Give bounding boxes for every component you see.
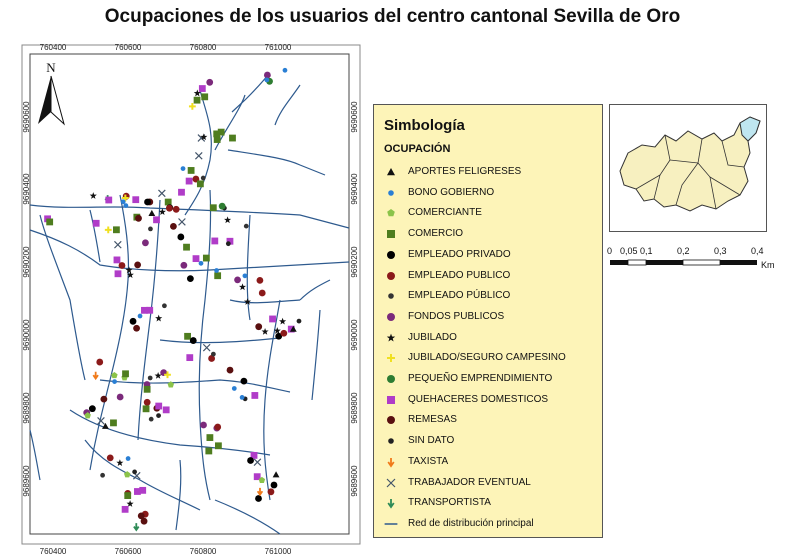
map-point-marker [205, 448, 212, 455]
x-tick-bottom: 761000 [264, 547, 292, 556]
y-tick-left: 9689800 [22, 392, 31, 424]
legend-subtitle: OCUPACIÓN [384, 143, 451, 155]
map-point-marker [112, 379, 117, 384]
legend-item [382, 184, 602, 202]
map-point-marker [148, 227, 153, 232]
map-point-marker [214, 272, 221, 279]
scale-label: 0,1 [640, 246, 653, 256]
map-point-marker [162, 303, 167, 308]
legend-item [382, 391, 602, 409]
map-point-marker [234, 276, 241, 283]
legend-symbol-icon [382, 184, 400, 202]
y-tick-right: 9689600 [350, 465, 359, 497]
legend-symbol-icon [382, 515, 400, 533]
map-point-marker [186, 178, 193, 185]
map-point-marker [213, 130, 220, 137]
map-point-marker [214, 268, 219, 273]
legend-symbol-icon [382, 225, 400, 243]
map-point-marker [244, 224, 249, 229]
scale-label: 0 [607, 246, 613, 256]
map-point-marker [227, 367, 234, 374]
map-point-marker [105, 197, 112, 204]
x-tick-bottom: 760800 [189, 547, 217, 556]
map-point-marker [138, 314, 143, 319]
legend-symbol-icon [382, 453, 400, 471]
x-tick-top: 760800 [189, 43, 217, 52]
y-tick-right: 9690600 [350, 101, 359, 133]
map-point-marker [180, 262, 187, 269]
map-point-marker [96, 359, 103, 366]
scale-bar [607, 246, 782, 278]
legend-symbol-icon [382, 474, 400, 492]
map-point-marker [219, 203, 226, 210]
legend-label: EMPLEADO PUBLICO [408, 269, 511, 281]
legend-title: Simbología [384, 117, 465, 134]
map-point-marker [268, 488, 275, 495]
y-tick-left: 9690000 [22, 319, 31, 351]
map-point-marker [210, 204, 217, 211]
map-point-marker [280, 330, 287, 337]
legend-label: COMERCIANTE [408, 207, 482, 219]
legend-item [382, 515, 602, 533]
x-tick-top: 760400 [39, 43, 67, 52]
map-point-marker [199, 85, 206, 92]
legend-symbol-icon [382, 329, 400, 347]
legend-label: APORTES FELIGRESES [408, 166, 522, 177]
map-point-marker [130, 318, 137, 325]
map-point-marker [211, 352, 216, 357]
map-point-marker [114, 257, 121, 264]
map-point-marker [203, 255, 210, 262]
map-title: Ocupaciones de los usuarios del centro cantonal Sevilla de Oro [104, 6, 681, 27]
legend-label: Red de distribución principal [408, 517, 534, 529]
map-point-marker [206, 79, 213, 86]
legend-label: TAXISTA [408, 455, 449, 467]
legend-item [382, 225, 602, 243]
map-point-marker [215, 442, 222, 449]
map-point-marker [283, 68, 288, 73]
map-point-marker [297, 319, 302, 324]
map-point-marker [93, 220, 100, 227]
locator-inset-map [609, 104, 767, 232]
map-point-marker [181, 166, 186, 171]
map-point-marker [122, 370, 129, 377]
legend-symbol-icon [382, 411, 400, 429]
scale-label: 0,05 [620, 246, 638, 256]
legend-symbol-icon [382, 370, 400, 388]
map-point-marker [211, 238, 218, 245]
map-point-marker [243, 273, 248, 278]
legend-label: EMPLEADO PÚBLICO [408, 290, 511, 302]
map-point-marker [124, 492, 131, 499]
legend-label: TRABAJADOR EVENTUAL [408, 476, 531, 488]
legend-item [382, 267, 602, 285]
map-point-marker [149, 417, 154, 422]
map-point-marker [110, 419, 117, 426]
map-point-marker [155, 403, 162, 410]
scale-label: 0,4 [751, 246, 764, 256]
y-tick-left: 9690400 [22, 173, 31, 205]
map-point-marker [156, 413, 161, 418]
map-point-marker [139, 487, 146, 494]
map-point-marker [226, 241, 231, 246]
legend-label: BONO GOBIERNO [408, 186, 495, 198]
map-point-marker [232, 386, 237, 391]
map-point-marker [188, 167, 195, 174]
legend-item [382, 370, 602, 388]
y-tick-right: 9690000 [350, 319, 359, 351]
inset-map-figure [610, 105, 766, 231]
map-point-marker [113, 226, 120, 233]
map-point-marker [251, 392, 258, 399]
map-point-marker [241, 378, 248, 385]
scale-label: 0,3 [714, 246, 727, 256]
y-tick-right: 9690400 [350, 173, 359, 205]
map-point-marker [194, 97, 201, 104]
map-point-marker [178, 189, 185, 196]
map-point-marker [214, 424, 221, 431]
map-point-marker [143, 405, 150, 412]
map-point-marker [264, 78, 269, 83]
map-point-marker [193, 255, 200, 262]
map-point-marker [133, 325, 140, 332]
map-point-marker [206, 434, 213, 441]
legend-item [382, 349, 602, 367]
map-point-marker [107, 454, 114, 461]
map-point-marker [122, 506, 129, 513]
map-point-marker [121, 199, 126, 204]
map-point-marker [170, 223, 177, 230]
map-point-marker [89, 405, 96, 412]
map-point-marker [201, 93, 208, 100]
legend-item [382, 163, 602, 181]
map-point-marker [259, 290, 266, 297]
legend-label: JUBILADO [408, 331, 457, 343]
legend-label: EMPLEADO PRIVADO [408, 248, 511, 260]
map-point-marker [184, 333, 191, 340]
map-point-marker [134, 261, 141, 268]
map-point-marker [201, 176, 206, 181]
legend-label: TRANSPORTISTA [408, 497, 491, 509]
legend-label: COMERCIO [408, 228, 463, 240]
legend-symbol-icon [382, 349, 400, 367]
legend-symbol-icon [382, 163, 400, 181]
map-point-marker [132, 196, 139, 203]
legend-label: QUEHACERES DOMESTICOS [408, 393, 549, 405]
legend-symbol-icon [382, 494, 400, 512]
legend-item [382, 411, 602, 429]
map-point-marker [144, 399, 151, 406]
legend-item [382, 308, 602, 326]
legend-label: JUBILADO/SEGURO CAMPESINO [408, 352, 566, 364]
map-point-marker [146, 307, 153, 314]
map-point-marker [177, 234, 184, 241]
map-point-marker [100, 396, 107, 403]
y-tick-left: 9690600 [22, 101, 31, 133]
legend-label: FONDOS PUBLICOS [408, 310, 505, 322]
legend-label: SIN DATO [408, 435, 455, 447]
legend-item [382, 494, 602, 512]
legend-item [382, 204, 602, 222]
legend-label: REMESAS [408, 414, 457, 426]
y-tick-left: 9690200 [22, 246, 31, 278]
legend-item [382, 329, 602, 347]
map-point-marker [148, 376, 153, 381]
legend-symbol-icon [382, 391, 400, 409]
map-point-marker [173, 206, 180, 213]
legend-item [382, 432, 602, 450]
map-point-marker [138, 513, 145, 520]
map-point-marker [144, 199, 151, 206]
map-point-marker [271, 482, 278, 489]
legend-item [382, 287, 602, 305]
map-point-marker [255, 495, 262, 502]
x-tick-bottom: 760400 [39, 547, 67, 556]
legend-symbol-icon [382, 246, 400, 264]
legend-symbol-icon [382, 204, 400, 222]
map-point-marker [119, 262, 126, 269]
map-point-marker [46, 219, 53, 226]
map-data-frame [30, 54, 349, 534]
map-point-marker [166, 205, 173, 212]
scale-label: 0,2 [677, 246, 690, 256]
map-point-marker [163, 406, 170, 413]
map-point-marker [115, 270, 122, 277]
legend-symbol-icon [382, 308, 400, 326]
x-tick-bottom: 760600 [114, 547, 142, 556]
map-point-marker [197, 180, 204, 187]
map-point-marker [190, 337, 197, 344]
legend-item [382, 453, 602, 471]
map-point-marker [100, 473, 105, 478]
legend-symbol-icon [382, 267, 400, 285]
map-point-marker [144, 386, 151, 393]
map-point-marker [186, 354, 193, 361]
map-point-marker [247, 457, 254, 464]
map-point-marker [269, 316, 276, 323]
legend-panel [373, 104, 603, 538]
map-point-marker [229, 135, 236, 142]
legend-item [382, 246, 602, 264]
map-point-marker [183, 244, 190, 251]
x-tick-top: 761000 [264, 43, 292, 52]
legend-symbol-icon [382, 287, 400, 305]
map-point-marker [187, 275, 194, 282]
map-point-marker [264, 72, 271, 79]
y-tick-left: 9689600 [22, 465, 31, 497]
map-point-marker [142, 239, 149, 246]
x-tick-top: 760600 [114, 43, 142, 52]
map-point-marker [240, 395, 245, 400]
inset-canton-outline [620, 117, 760, 211]
legend-symbol-icon [382, 432, 400, 450]
map-point-marker [126, 456, 131, 461]
map-point-marker [255, 323, 262, 330]
legend-label: PEQUEÑO EMPRENDIMIENTO [408, 373, 553, 384]
map-point-marker [257, 277, 264, 284]
north-label: N [46, 60, 56, 75]
map-point-marker [117, 394, 124, 401]
map-point-marker [200, 422, 207, 429]
map-point-marker [153, 216, 160, 223]
y-tick-right: 9689800 [350, 392, 359, 424]
legend-item [382, 474, 602, 492]
scale-unit: Km [761, 260, 775, 270]
scale-bar-graphic [607, 257, 782, 281]
y-tick-right: 9690200 [350, 246, 359, 278]
map-point-marker [132, 469, 137, 474]
map-point-marker [135, 215, 142, 222]
